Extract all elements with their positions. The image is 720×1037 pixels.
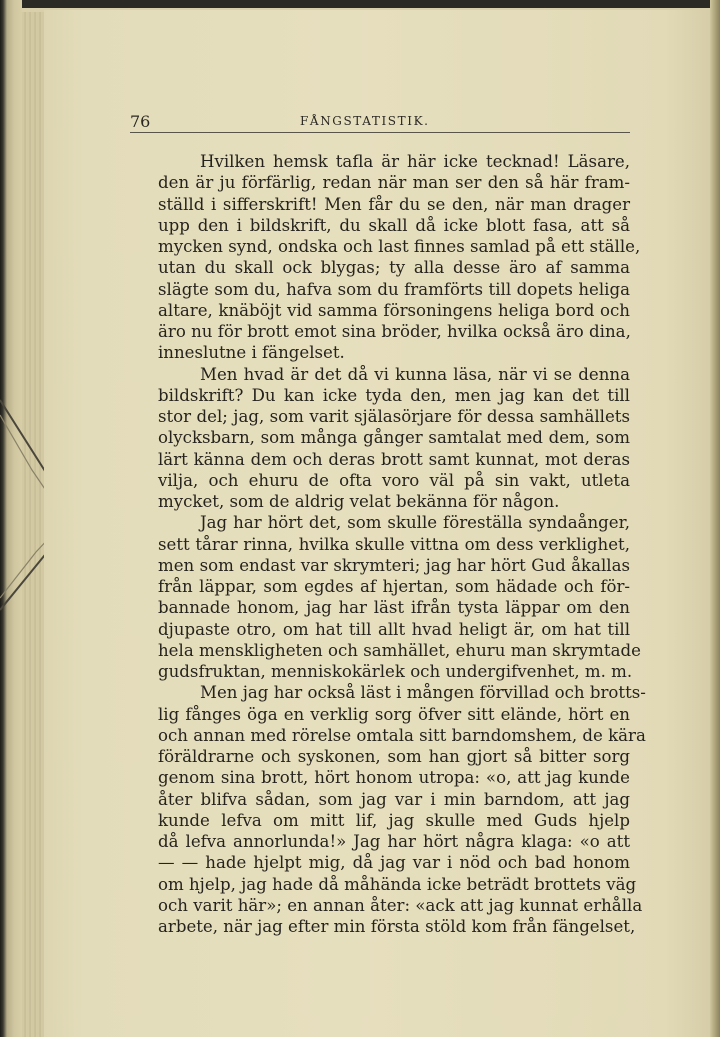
page-right-edge bbox=[710, 0, 720, 1037]
text-line: mycken synd, ondska och last finnes samlad på ett ställe, bbox=[158, 237, 641, 256]
paragraph bbox=[158, 151, 641, 364]
text-line: äro nu för brott emot sina bröder, hvilka också äro dina, bbox=[158, 322, 631, 341]
text-line: men som endast var skrymteri; jag har hört Gud åkallas bbox=[158, 555, 630, 575]
text-line: utan du skall ock blygas; ty alla desse äro af samma bbox=[158, 258, 630, 278]
text-line: bildskrift? Du kan icke tyda den, men jag kan det till bbox=[158, 385, 630, 405]
paragraph bbox=[158, 682, 646, 937]
text-line: hela menskligheten och samhället, ehuru man skrymtade bbox=[158, 640, 641, 660]
text-line: Men jag har också läst i mången förvillad och brotts- bbox=[200, 683, 646, 703]
text-line: Hvilken hemsk tafla är här icke tecknad! Läsare, bbox=[200, 152, 630, 171]
text-line: vilja, och ehuru de ofta voro väl på sin vakt, utleta bbox=[158, 470, 630, 490]
text-line: kunde lefva om mitt lif, jag skulle med Guds hjelp bbox=[158, 810, 630, 830]
text-line: slägte som du, hafva som du framförts till dopets heliga bbox=[158, 279, 630, 299]
text-line: från läppar, som egdes af hjertan, som hädade och för- bbox=[158, 577, 630, 596]
paragraph bbox=[158, 512, 641, 682]
scan-top-border bbox=[0, 0, 720, 8]
page-number: 76 bbox=[130, 112, 151, 131]
text-line: lärt känna dem och deras brott samt kunnat, mot deras bbox=[158, 449, 630, 469]
text-line: lig fånges öga en verklig sorg öfver sitt elände, hört en bbox=[158, 704, 630, 724]
text-line: Men hvad är det då vi kunna läsa, när vi se denna bbox=[200, 364, 630, 384]
text-line: genom sina brott, hört honom utropa: «o, att jag kunde bbox=[158, 768, 630, 788]
paragraph bbox=[158, 364, 630, 513]
text-line: då lefva annorlunda!» Jag har hört några klaga: «o att bbox=[158, 832, 630, 851]
text-line: olycksbarn, som många gånger samtalat med dem, som bbox=[158, 428, 630, 448]
text-line: arbete, när jag efter min första stöld kom från fängelset, bbox=[158, 917, 636, 936]
text-line: mycket, som de aldrig velat bekänna för någon. bbox=[158, 492, 560, 511]
text-line: — — hade hjelpt mig, då jag var i nöd och bad honom bbox=[158, 853, 630, 873]
text-line: om hjelp, jag hade då måhända icke beträdt brottets väg bbox=[158, 874, 637, 894]
text-line: ställd i sifferskrift! Men får du se den, när man drager bbox=[158, 194, 630, 214]
text-line: gudsfruktan, menniskokärlek och undergifvenhet, m. m. bbox=[158, 662, 633, 681]
text-line: föräldrarne och syskonen, som han gjort så bitter sorg bbox=[158, 747, 630, 766]
text-line: upp den i bildskrift, du skall då icke blott fasa, att så bbox=[158, 215, 630, 235]
running-title: FÅNGSTATISTIK. bbox=[300, 114, 430, 128]
text-line: och annan med rörelse omtala sitt barndomshem, de kära bbox=[158, 725, 646, 745]
text-line: djupaste otro, om hat till allt hvad heligt är, om hat till bbox=[158, 619, 630, 639]
text-line: och varit här»; en annan åter: «ack att jag kunnat erhålla bbox=[158, 895, 643, 915]
text-line: altare, knäböjt vid samma försoningens heliga bord och bbox=[158, 300, 630, 320]
body-text bbox=[158, 151, 646, 937]
header-rule bbox=[130, 132, 630, 133]
running-header bbox=[130, 106, 630, 132]
text-line: inneslutne i fängelset. bbox=[158, 343, 345, 363]
text-line: åter blifva sådan, som jag var i min barndom, att jag bbox=[158, 789, 630, 809]
text-line: sett tårar rinna, hvilka skulle vittna om dess verklighet, bbox=[158, 534, 630, 554]
text-line: bannade honom, jag har läst ifrån tysta läppar om den bbox=[158, 598, 630, 618]
text-line: den är ju förfärlig, redan när man ser den så här fram- bbox=[158, 173, 630, 193]
text-line: Jag har hört det, som skulle föreställa syndaånger, bbox=[200, 513, 630, 533]
text-line: stor del; jag, som varit själasörjare för dessa samhällets bbox=[158, 407, 630, 426]
